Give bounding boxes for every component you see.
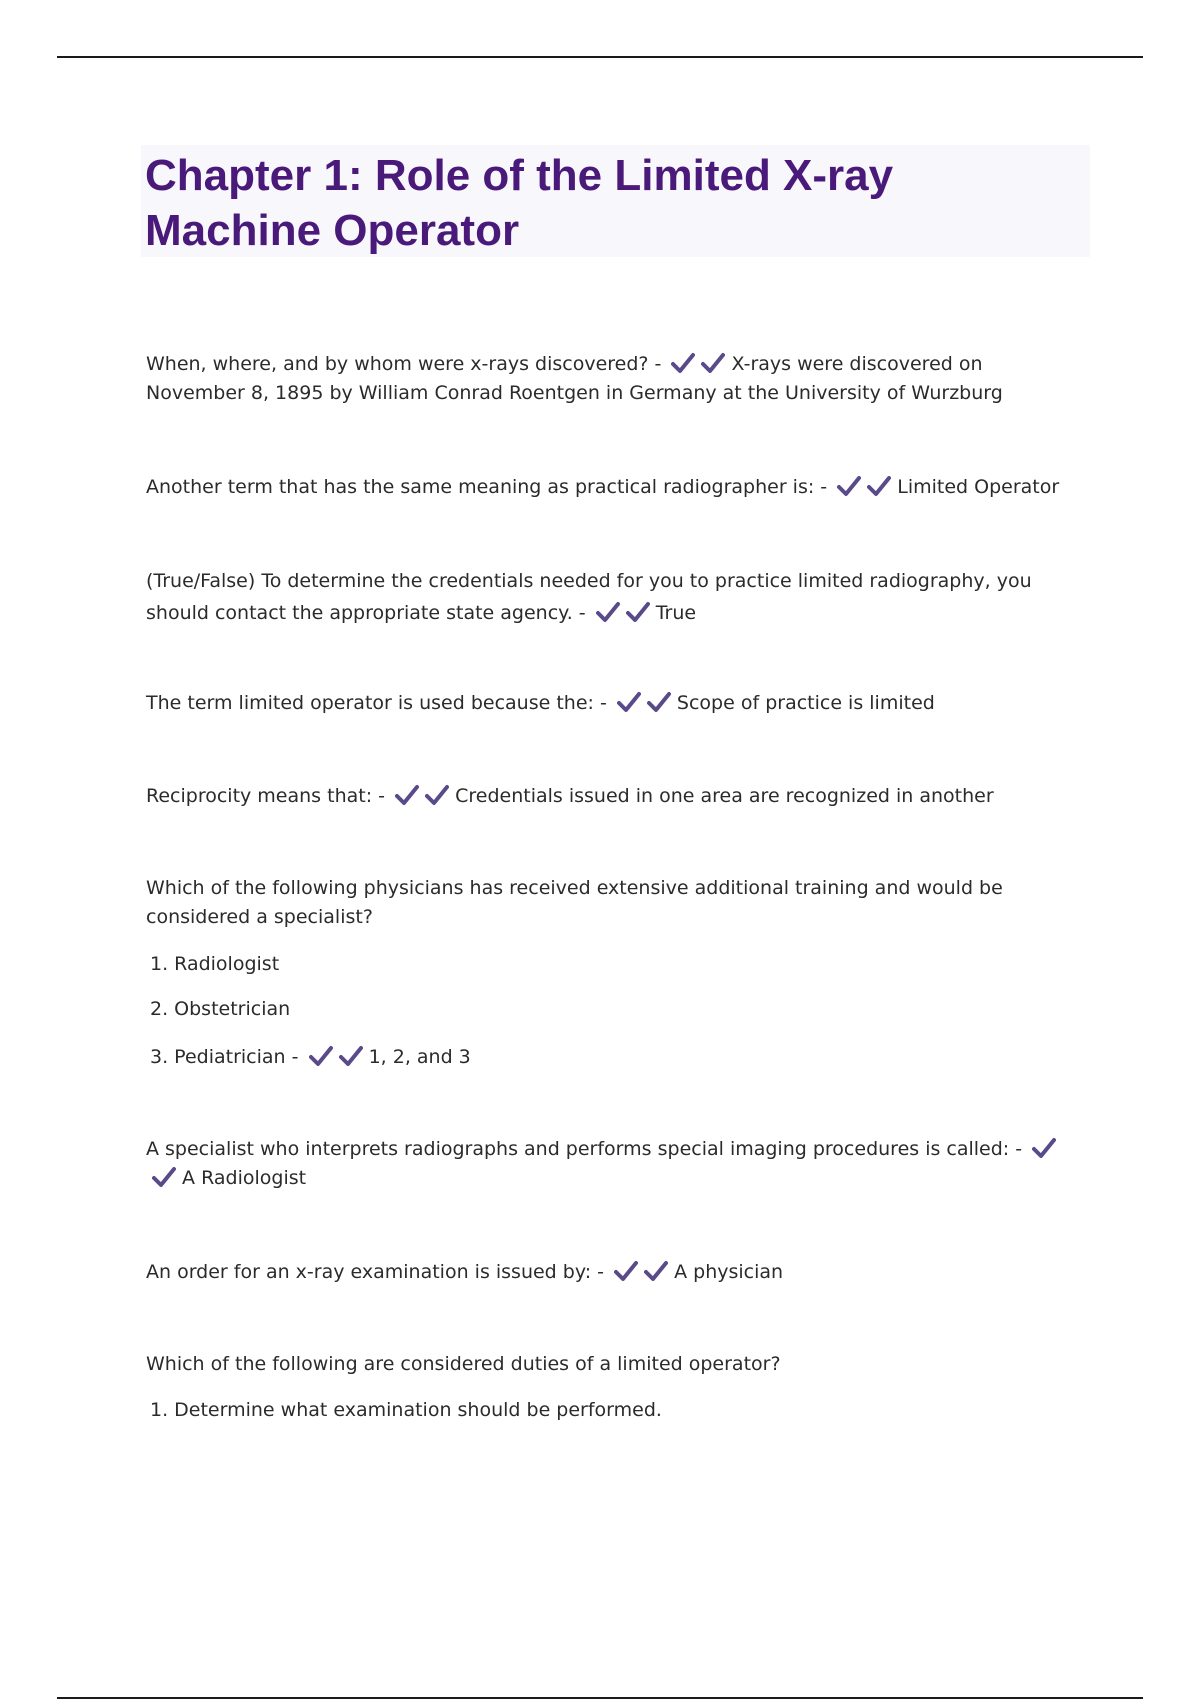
bottom-rule [57, 1697, 1143, 1699]
check-icon [614, 1260, 638, 1282]
question-text: A specialist who interprets radiographs and performs special imaging procedures is called: - [146, 1138, 1023, 1160]
qa-item-2 [146, 473, 1086, 502]
check-icon [867, 475, 891, 497]
question-text: When, where, and by whom were x-rays discovered? - [146, 353, 662, 375]
qa-item-3 [146, 565, 1086, 629]
check-icon [701, 352, 725, 374]
question-text: Another term that has the same meaning as practical radiographer is: - [146, 476, 828, 498]
answer-text: A Radiologist [182, 1167, 307, 1189]
option-item: 1. Determine what examination should be performed. [150, 1399, 662, 1421]
check-icon [647, 691, 671, 713]
check-icon [309, 1045, 333, 1067]
check-icon [596, 601, 620, 623]
option-item-with-answer [150, 1043, 471, 1072]
check-icon [425, 784, 449, 806]
question-text: Which of the following physicians has received extensive additional training and would be considered a specialist? [146, 877, 1003, 928]
check-icon [626, 601, 650, 623]
check-icon [644, 1260, 668, 1282]
qa-item-7 [146, 1135, 1086, 1193]
option-item: 2. Obstetrician [150, 998, 291, 1020]
check-icon [339, 1045, 363, 1067]
check-icon [617, 691, 641, 713]
check-icon [152, 1166, 176, 1188]
check-icon [671, 352, 695, 374]
answer-text: A physician [674, 1261, 784, 1283]
top-rule [57, 56, 1143, 58]
qa-item-9 [146, 1350, 1086, 1379]
check-icon [395, 784, 419, 806]
answer-text: Scope of practice is limited [676, 692, 935, 714]
page-title: Chapter 1: Role of the Limited X-ray Machine Operator [145, 151, 894, 255]
question-text: Which of the following are considered duties of a limited operator? [146, 1353, 781, 1375]
qa-item-6 [146, 874, 1086, 932]
answer-text: Credentials issued in one area are recognized in another [455, 785, 994, 807]
qa-item-4 [146, 689, 1086, 718]
answer-text: X-rays were discovered on November 8, 1895 by William Conrad Roentgen in Germany at the University of Wurzburg [146, 353, 1003, 404]
qa-item-1 [146, 350, 1086, 408]
question-text: Reciprocity means that: - [146, 785, 386, 807]
answer-text: True [655, 602, 697, 624]
question-text: An order for an x-ray examination is issued by: - [146, 1261, 605, 1283]
question-text: (True/False) To determine the credentials needed for you to practice limited radiography, you should contact the appropriate state agency. - [146, 570, 1032, 624]
answer-text: 1, 2, and 3 [368, 1046, 471, 1068]
answer-text: Limited Operator [897, 476, 1060, 498]
check-icon [1032, 1137, 1056, 1159]
qa-item-8 [146, 1258, 1086, 1287]
check-icon [837, 475, 861, 497]
question-text: The term limited operator is used because the: - [146, 692, 607, 714]
option-item: 1. Radiologist [150, 953, 280, 975]
qa-item-5 [146, 782, 1086, 811]
option-text: 3. Pediatrician - [150, 1046, 299, 1068]
